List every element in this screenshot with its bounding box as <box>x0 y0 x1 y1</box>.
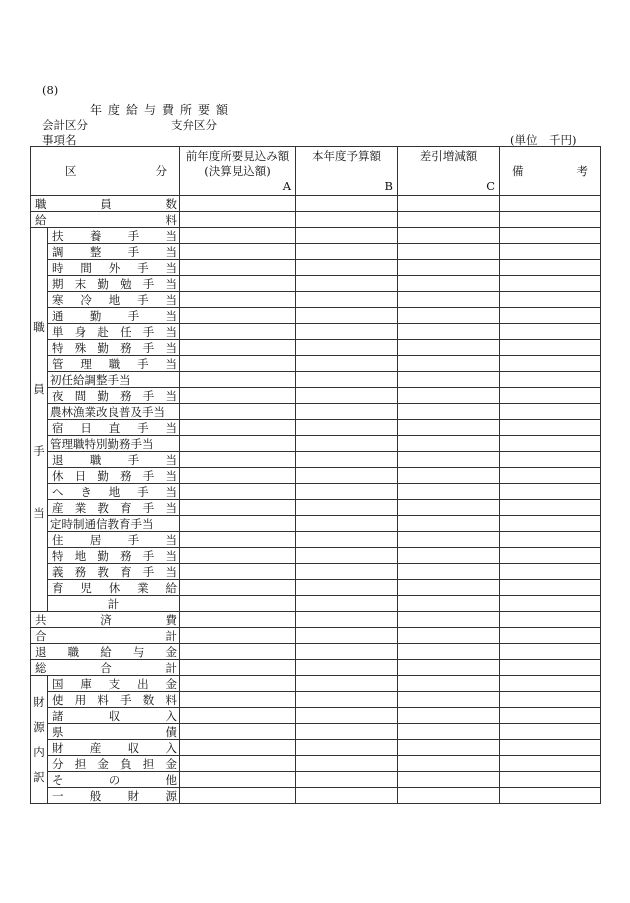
cell-prev <box>180 580 296 596</box>
cell-prev <box>180 212 296 228</box>
cell-remarks <box>500 308 601 324</box>
cell-prev <box>180 788 296 804</box>
cell-remarks <box>500 388 601 404</box>
form-number: (8) <box>42 83 59 97</box>
cell-prev <box>180 612 296 628</box>
cell-diff <box>398 788 500 804</box>
cell-remarks <box>500 788 601 804</box>
row-label: 育 児 休 業 給 <box>48 580 180 596</box>
cell-prev <box>180 740 296 756</box>
table-row <box>31 772 601 788</box>
row-label: 特 地 勤 務 手 当 <box>48 548 180 564</box>
table-row <box>31 788 601 804</box>
row-label: 時 間 外 手 当 <box>48 260 180 276</box>
cell-prev <box>180 276 296 292</box>
cell-prev <box>180 340 296 356</box>
cell-prev <box>180 644 296 660</box>
cell-curr <box>296 612 398 628</box>
cell-curr <box>296 772 398 788</box>
cell-diff <box>398 564 500 580</box>
cell-curr <box>296 756 398 772</box>
table-row <box>31 612 601 628</box>
unit-label: (単位 千円) <box>510 133 577 147</box>
cell-curr <box>296 436 398 452</box>
cell-diff <box>398 596 500 612</box>
cell-curr <box>296 356 398 372</box>
table-row <box>31 308 601 324</box>
row-label: 国 庫 支 出 金 <box>48 676 180 692</box>
row-label: 休 日 勤 務 手 当 <box>48 468 180 484</box>
header-remarks: 備 考 <box>500 147 601 196</box>
cell-diff <box>398 420 500 436</box>
item-name-label: 事項名 <box>42 133 77 147</box>
cell-remarks <box>500 724 601 740</box>
cell-curr <box>296 580 398 596</box>
row-label: 初任給調整手当 <box>48 372 180 388</box>
cell-curr <box>296 340 398 356</box>
table-row <box>31 532 601 548</box>
row-label: 退 職 給 与 金 <box>31 644 180 660</box>
table-row <box>31 564 601 580</box>
cell-prev <box>180 532 296 548</box>
cell-remarks <box>500 452 601 468</box>
cell-curr <box>296 244 398 260</box>
row-label: 一 般 財 源 <box>48 788 180 804</box>
cell-diff <box>398 260 500 276</box>
cell-remarks <box>500 708 601 724</box>
cell-diff <box>398 196 500 212</box>
cell-diff <box>398 244 500 260</box>
cell-diff <box>398 436 500 452</box>
cell-prev <box>180 596 296 612</box>
cell-diff <box>398 676 500 692</box>
table-row <box>31 644 601 660</box>
cell-curr <box>296 788 398 804</box>
cell-diff <box>398 356 500 372</box>
cell-curr <box>296 212 398 228</box>
table-row <box>31 388 601 404</box>
cell-prev <box>180 468 296 484</box>
cell-remarks <box>500 692 601 708</box>
row-label: 諸 収 入 <box>48 708 180 724</box>
table-row <box>31 516 601 532</box>
cell-prev <box>180 724 296 740</box>
row-label: 住 居 手 当 <box>48 532 180 548</box>
cell-remarks <box>500 196 601 212</box>
cell-remarks <box>500 324 601 340</box>
row-label: 退 職 手 当 <box>48 452 180 468</box>
cell-curr <box>296 324 398 340</box>
header-kubun: 区 分 <box>31 147 180 196</box>
row-label: 産 業 教 育 手 当 <box>48 500 180 516</box>
cell-prev <box>180 516 296 532</box>
table-row <box>31 756 601 772</box>
table-row <box>31 196 601 212</box>
cell-remarks <box>500 756 601 772</box>
cell-diff <box>398 228 500 244</box>
row-label: 調 整 手 当 <box>48 244 180 260</box>
cell-prev <box>180 708 296 724</box>
cell-diff <box>398 452 500 468</box>
cell-diff <box>398 660 500 676</box>
table-row <box>31 228 601 244</box>
row-label: 合 計 <box>31 628 180 644</box>
table-header-row <box>31 147 601 196</box>
cell-curr <box>296 260 398 276</box>
cell-remarks <box>500 660 601 676</box>
cell-diff <box>398 276 500 292</box>
row-label: そ の 他 <box>48 772 180 788</box>
cell-remarks <box>500 740 601 756</box>
table-row <box>31 724 601 740</box>
cell-curr <box>296 276 398 292</box>
row-label: 計 <box>48 596 180 612</box>
cell-diff <box>398 532 500 548</box>
cell-curr <box>296 308 398 324</box>
row-label: 扶 養 手 当 <box>48 228 180 244</box>
table-row <box>31 692 601 708</box>
cell-diff <box>398 708 500 724</box>
cell-remarks <box>500 580 601 596</box>
cell-prev <box>180 660 296 676</box>
table-row <box>31 452 601 468</box>
table-row <box>31 740 601 756</box>
cell-curr <box>296 548 398 564</box>
table-row <box>31 324 601 340</box>
cell-remarks <box>500 548 601 564</box>
row-label: 特 殊 勤 務 手 当 <box>48 340 180 356</box>
cell-diff <box>398 340 500 356</box>
row-label: 給 料 <box>31 212 180 228</box>
cell-diff <box>398 772 500 788</box>
header-current-budget: 本年度予算額 B <box>296 147 398 196</box>
row-label: 定時制通信教育手当 <box>48 516 180 532</box>
cell-prev <box>180 500 296 516</box>
cell-diff <box>398 500 500 516</box>
cell-prev <box>180 308 296 324</box>
row-label: 職 員 数 <box>31 196 180 212</box>
row-label: 総 合 計 <box>31 660 180 676</box>
cell-diff <box>398 724 500 740</box>
cell-diff <box>398 548 500 564</box>
table-row <box>31 372 601 388</box>
cell-remarks <box>500 644 601 660</box>
row-label: 共 済 費 <box>31 612 180 628</box>
cell-remarks <box>500 212 601 228</box>
cell-diff <box>398 612 500 628</box>
table-row <box>31 484 601 500</box>
row-label: 通 勤 手 当 <box>48 308 180 324</box>
cell-curr <box>296 404 398 420</box>
cell-curr <box>296 628 398 644</box>
cell-curr <box>296 708 398 724</box>
row-label: 夜 間 勤 務 手 当 <box>48 388 180 404</box>
cell-diff <box>398 756 500 772</box>
page-title: 年度給与費所要額 <box>90 103 235 117</box>
table-row <box>31 420 601 436</box>
table-row <box>31 660 601 676</box>
table-row <box>31 548 601 564</box>
header-difference: 差引増減額 C <box>398 147 500 196</box>
cell-prev <box>180 404 296 420</box>
cell-diff <box>398 628 500 644</box>
cell-curr <box>296 196 398 212</box>
cell-prev <box>180 436 296 452</box>
cell-remarks <box>500 564 601 580</box>
group-label: 職 員 手 当 <box>31 228 48 612</box>
cell-remarks <box>500 596 601 612</box>
cell-remarks <box>500 532 601 548</box>
table-row <box>31 404 601 420</box>
cell-remarks <box>500 228 601 244</box>
cell-diff <box>398 644 500 660</box>
cell-prev <box>180 548 296 564</box>
table-row <box>31 436 601 452</box>
cell-remarks <box>500 356 601 372</box>
row-label: 宿 日 直 手 当 <box>48 420 180 436</box>
cell-remarks <box>500 500 601 516</box>
table-row <box>31 212 601 228</box>
table-row <box>31 468 601 484</box>
cell-remarks <box>500 372 601 388</box>
row-label: 農林漁業改良普及手当 <box>48 404 180 420</box>
table-row <box>31 580 601 596</box>
cell-prev <box>180 324 296 340</box>
cell-prev <box>180 692 296 708</box>
row-label: 管 理 職 手 当 <box>48 356 180 372</box>
cell-diff <box>398 324 500 340</box>
cell-diff <box>398 580 500 596</box>
cell-prev <box>180 420 296 436</box>
cell-prev <box>180 484 296 500</box>
cell-curr <box>296 388 398 404</box>
cell-remarks <box>500 420 601 436</box>
cell-prev <box>180 388 296 404</box>
row-label: 財 産 収 入 <box>48 740 180 756</box>
cell-curr <box>296 292 398 308</box>
cell-curr <box>296 452 398 468</box>
cell-curr <box>296 228 398 244</box>
cell-prev <box>180 260 296 276</box>
cell-diff <box>398 516 500 532</box>
table-row <box>31 276 601 292</box>
cell-remarks <box>500 404 601 420</box>
table-row <box>31 260 601 276</box>
row-label: 義 務 教 育 手 当 <box>48 564 180 580</box>
cell-prev <box>180 292 296 308</box>
cell-remarks <box>500 340 601 356</box>
cell-curr <box>296 724 398 740</box>
table-row <box>31 356 601 372</box>
cell-diff <box>398 484 500 500</box>
cell-diff <box>398 388 500 404</box>
cell-curr <box>296 564 398 580</box>
cell-curr <box>296 420 398 436</box>
cell-prev <box>180 772 296 788</box>
header-prev-year: 前年度所要見込み額 (決算見込額) A <box>180 147 296 196</box>
cell-prev <box>180 196 296 212</box>
cell-remarks <box>500 772 601 788</box>
cell-prev <box>180 564 296 580</box>
cell-curr <box>296 660 398 676</box>
cell-curr <box>296 372 398 388</box>
cell-curr <box>296 484 398 500</box>
row-label: 管理職特別勤務手当 <box>48 436 180 452</box>
group-label: 財 源 内 訳 <box>31 676 48 804</box>
cell-remarks <box>500 436 601 452</box>
row-label: 寒 冷 地 手 当 <box>48 292 180 308</box>
cell-remarks <box>500 628 601 644</box>
cell-diff <box>398 372 500 388</box>
cell-prev <box>180 452 296 468</box>
payment-division-label: 支弁区分 <box>171 118 217 132</box>
cell-curr <box>296 516 398 532</box>
cell-remarks <box>500 468 601 484</box>
row-label: 県 債 <box>48 724 180 740</box>
cell-remarks <box>500 612 601 628</box>
cell-prev <box>180 628 296 644</box>
cell-remarks <box>500 292 601 308</box>
cell-remarks <box>500 276 601 292</box>
cell-curr <box>296 692 398 708</box>
table-row <box>31 500 601 516</box>
cell-curr <box>296 532 398 548</box>
cell-remarks <box>500 516 601 532</box>
cell-diff <box>398 740 500 756</box>
table-row <box>31 292 601 308</box>
cell-prev <box>180 244 296 260</box>
cell-prev <box>180 756 296 772</box>
table-row <box>31 244 601 260</box>
row-label: 使 用 料 手 数 料 <box>48 692 180 708</box>
cell-curr <box>296 596 398 612</box>
table-row <box>31 596 601 612</box>
cell-curr <box>296 468 398 484</box>
cell-prev <box>180 676 296 692</box>
cell-prev <box>180 356 296 372</box>
row-label: 分 担 金 負 担 金 <box>48 756 180 772</box>
row-label: 単 身 赴 任 手 当 <box>48 324 180 340</box>
cell-curr <box>296 740 398 756</box>
table-row <box>31 628 601 644</box>
table-row <box>31 708 601 724</box>
cell-remarks <box>500 260 601 276</box>
cell-diff <box>398 404 500 420</box>
cell-diff <box>398 692 500 708</box>
row-label: へ き 地 手 当 <box>48 484 180 500</box>
row-label: 期 末 勤 勉 手 当 <box>48 276 180 292</box>
cell-diff <box>398 468 500 484</box>
table-row <box>31 676 601 692</box>
cell-curr <box>296 676 398 692</box>
cell-remarks <box>500 244 601 260</box>
cell-diff <box>398 292 500 308</box>
account-division-label: 会計区分 <box>42 118 88 132</box>
cell-diff <box>398 212 500 228</box>
cell-prev <box>180 372 296 388</box>
salary-cost-table <box>30 146 601 804</box>
cell-diff <box>398 308 500 324</box>
cell-prev <box>180 228 296 244</box>
cell-curr <box>296 644 398 660</box>
cell-remarks <box>500 676 601 692</box>
cell-remarks <box>500 484 601 500</box>
cell-curr <box>296 500 398 516</box>
table-row <box>31 340 601 356</box>
